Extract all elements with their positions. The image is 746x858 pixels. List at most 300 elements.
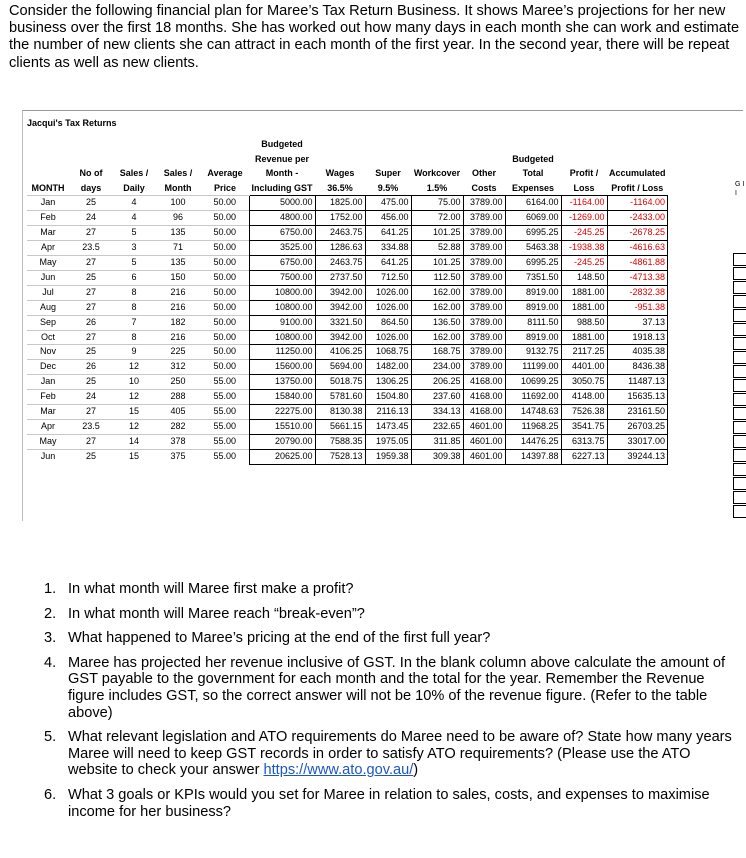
table-cell: 5: [113, 226, 155, 241]
table-cell: 6750.00: [249, 226, 315, 241]
table-cell: 4148.00: [561, 390, 607, 405]
column-header: Accumulated Profit / Loss: [609, 168, 666, 193]
sheet-title: Jacqui's Tax Returns: [27, 118, 117, 128]
table-cell: 162.00: [411, 300, 463, 315]
table-cell: Jun: [27, 270, 69, 285]
table-cell: 712.50: [365, 270, 411, 285]
table-cell: 2116.13: [365, 405, 411, 420]
table-cell: 27: [69, 330, 113, 345]
table-cell: 1286.63: [315, 241, 365, 256]
table-cell: Oct: [27, 330, 69, 345]
table-cell: 1026.00: [365, 300, 411, 315]
edge-glyphs: G I I: [735, 181, 745, 197]
table-cell: 7528.13: [315, 449, 365, 464]
table-cell: 216: [155, 300, 201, 315]
table-cell: 3942.00: [315, 300, 365, 315]
table-cell: -2832.38: [607, 285, 668, 300]
table-row: [27, 226, 668, 241]
table-cell: 6995.25: [505, 226, 561, 241]
table-cell: 311.85: [411, 434, 463, 449]
table-cell: 8: [113, 300, 155, 315]
table-cell: 641.25: [365, 226, 411, 241]
gst-blank-cell: [733, 407, 746, 420]
table-cell: 50.00: [201, 285, 249, 300]
table-cell: 10800.00: [249, 285, 315, 300]
question-item: [44, 630, 734, 647]
table-cell: 7526.38: [561, 405, 607, 420]
table-cell: 100: [155, 196, 201, 211]
column-header: Sales / Month: [163, 168, 193, 193]
table-cell: 234.00: [411, 360, 463, 375]
table-row: [27, 300, 668, 315]
table-cell: 55.00: [201, 419, 249, 434]
table-cell: 4601.00: [463, 434, 505, 449]
table-cell: 23.5: [69, 241, 113, 256]
table-cell: 71: [155, 241, 201, 256]
table-cell: 9: [113, 345, 155, 360]
question-text: In what month will Maree reach “break-even”?: [68, 605, 365, 622]
table-row: [27, 241, 668, 256]
table-cell: Mar: [27, 226, 69, 241]
table-cell: 15840.00: [249, 390, 315, 405]
table-cell: 4106.25: [315, 345, 365, 360]
table-cell: 1068.75: [365, 345, 411, 360]
table-cell: -1164.00: [561, 196, 607, 211]
table-cell: 24: [69, 390, 113, 405]
table-cell: 14397.88: [505, 449, 561, 464]
table-cell: 52.88: [411, 241, 463, 256]
table-cell: 50.00: [201, 360, 249, 375]
question-text-end: ): [413, 762, 419, 779]
table-cell: 216: [155, 330, 201, 345]
gst-blank-cell: [733, 435, 746, 448]
table-cell: 50.00: [201, 196, 249, 211]
table-cell: 14476.25: [505, 434, 561, 449]
financial-table: [27, 137, 668, 465]
table-cell: 112.50: [411, 270, 463, 285]
table-cell: 4168.00: [463, 390, 505, 405]
table-cell: 26: [69, 360, 113, 375]
table-cell: 1482.00: [365, 360, 411, 375]
table-cell: -4616.63: [607, 241, 668, 256]
table-cell: 1975.05: [365, 434, 411, 449]
table-cell: Jul: [27, 285, 69, 300]
table-cell: Sep: [27, 315, 69, 330]
table-cell: 12: [113, 360, 155, 375]
table-cell: 3: [113, 241, 155, 256]
gst-blank-cell: [733, 267, 746, 280]
table-cell: 10: [113, 375, 155, 390]
table-cell: 11199.00: [505, 360, 561, 375]
table-cell: 50.00: [201, 270, 249, 285]
gst-blank-cell: [733, 309, 746, 322]
table-cell: 3942.00: [315, 330, 365, 345]
table-cell: 15: [113, 405, 155, 420]
column-header: Profit / Loss: [569, 168, 599, 193]
table-cell: 8919.00: [505, 330, 561, 345]
table-cell: 1306.25: [365, 375, 411, 390]
table-cell: -245.25: [561, 226, 607, 241]
table-cell: -1938.38: [561, 241, 607, 256]
table-cell: 23161.50: [607, 405, 668, 420]
table-cell: 4168.00: [463, 405, 505, 420]
table-cell: 15600.00: [249, 360, 315, 375]
question-list: [44, 581, 734, 828]
table-cell: 250: [155, 375, 201, 390]
table-cell: 2463.75: [315, 226, 365, 241]
table-row: [27, 434, 668, 449]
table-cell: 50.00: [201, 226, 249, 241]
table-cell: 1752.00: [315, 211, 365, 226]
table-cell: 50.00: [201, 241, 249, 256]
table-cell: 3789.00: [463, 256, 505, 271]
table-cell: 4168.00: [463, 375, 505, 390]
table-cell: 27: [69, 285, 113, 300]
question-number: 1.: [44, 581, 57, 597]
gst-blank-cell: [733, 379, 746, 392]
table-cell: 55.00: [201, 449, 249, 464]
table-cell: 22275.00: [249, 405, 315, 420]
spreadsheet-image: [22, 110, 743, 521]
question-number: 2.: [44, 605, 57, 622]
table-cell: 168.75: [411, 345, 463, 360]
table-cell: 216: [155, 285, 201, 300]
table-cell: 4401.00: [561, 360, 607, 375]
table-cell: Nov: [27, 345, 69, 360]
table-cell: 135: [155, 256, 201, 271]
table-cell: 26703.25: [607, 419, 668, 434]
table-cell: 25: [69, 196, 113, 211]
gst-blank-cell: [733, 295, 746, 308]
table-cell: -951.38: [607, 300, 668, 315]
table-cell: 288: [155, 390, 201, 405]
table-cell: 101.25: [411, 226, 463, 241]
table-cell: 33017.00: [607, 434, 668, 449]
table-cell: Dec: [27, 360, 69, 375]
question-item: [44, 606, 734, 623]
table-cell: 4: [113, 196, 155, 211]
table-cell: 101.25: [411, 256, 463, 271]
gst-blank-cell: [733, 449, 746, 462]
question-number: 4.: [44, 654, 57, 671]
table-cell: 456.00: [365, 211, 411, 226]
column-header: Workcover 1.5%: [413, 168, 461, 193]
table-cell: -4713.38: [607, 270, 668, 285]
table-cell: 162.00: [411, 285, 463, 300]
column-header: Budgeted Total Expenses: [511, 153, 555, 193]
table-cell: May: [27, 256, 69, 271]
table-cell: 1026.00: [365, 330, 411, 345]
question-text: In what month will Maree first make a profit?: [68, 581, 354, 597]
table-cell: -2433.00: [607, 211, 668, 226]
table-cell: 27: [69, 226, 113, 241]
table-cell: 135: [155, 226, 201, 241]
table-cell: 3789.00: [463, 330, 505, 345]
table-cell: 334.88: [365, 241, 411, 256]
table-cell: 12: [113, 419, 155, 434]
table-cell: 2463.75: [315, 256, 365, 271]
question-text: What 3 goals or KPIs would you set for Maree in relation to sales, costs, and expenses to maximise income for her business?: [68, 786, 710, 820]
table-cell: Feb: [27, 390, 69, 405]
table-row: [27, 196, 668, 211]
table-cell: 25: [69, 345, 113, 360]
table-cell: 5018.75: [315, 375, 365, 390]
question-item: [44, 787, 734, 820]
table-cell: 3050.75: [561, 375, 607, 390]
table-row: [27, 315, 668, 330]
table-cell: 11487.13: [607, 375, 668, 390]
financial-table-wrap: [27, 137, 668, 465]
table-cell: 3789.00: [463, 285, 505, 300]
table-cell: 12: [113, 390, 155, 405]
table-cell: 8436.38: [607, 360, 668, 375]
table-cell: 15: [113, 449, 155, 464]
table-cell: 5000.00: [249, 196, 315, 211]
table-cell: 7500.00: [249, 270, 315, 285]
table-cell: 15510.00: [249, 419, 315, 434]
table-cell: 6750.00: [249, 256, 315, 271]
gst-blank-cell: [733, 505, 746, 518]
question-text: What relevant legislation and ATO requirements do Maree need to be aware of? State how many years Maree will need to keep GST records in order to satisfy ATO requirements? (Please use the ATO website to check your answer: [68, 729, 732, 779]
table-cell: 1473.45: [365, 419, 411, 434]
gst-blank-cell: [733, 365, 746, 378]
table-cell: 3789.00: [463, 345, 505, 360]
gst-blank-cell: [733, 421, 746, 434]
table-cell: 8: [113, 330, 155, 345]
table-cell: 136.50: [411, 315, 463, 330]
table-cell: 7: [113, 315, 155, 330]
table-cell: 96: [155, 211, 201, 226]
column-header: Other Costs: [471, 168, 497, 193]
table-cell: 475.00: [365, 196, 411, 211]
table-cell: 2737.50: [315, 270, 365, 285]
table-cell: 988.50: [561, 315, 607, 330]
table-cell: 10800.00: [249, 330, 315, 345]
table-cell: 3541.75: [561, 419, 607, 434]
table-cell: 4: [113, 211, 155, 226]
table-cell: 26: [69, 315, 113, 330]
table-cell: -4861.88: [607, 256, 668, 271]
table-cell: Jan: [27, 375, 69, 390]
table-cell: 10800.00: [249, 300, 315, 315]
table-cell: 8130.38: [315, 405, 365, 420]
table-cell: 50.00: [201, 330, 249, 345]
table-cell: -1269.00: [561, 211, 607, 226]
table-body: [27, 196, 668, 464]
table-row: [27, 345, 668, 360]
table-cell: 641.25: [365, 256, 411, 271]
table-cell: 150: [155, 270, 201, 285]
table-cell: 6227.13: [561, 449, 607, 464]
table-cell: -1164.00: [607, 196, 668, 211]
table-cell: 4035.38: [607, 345, 668, 360]
table-cell: 50.00: [201, 256, 249, 271]
question-item: [44, 581, 734, 598]
table-cell: 55.00: [201, 405, 249, 420]
table-cell: 8919.00: [505, 285, 561, 300]
gst-blank-cell: [733, 351, 746, 364]
table-cell: 3942.00: [315, 285, 365, 300]
table-cell: 864.50: [365, 315, 411, 330]
table-cell: 3789.00: [463, 360, 505, 375]
table-cell: 405: [155, 405, 201, 420]
table-row: [27, 256, 668, 271]
table-cell: 50.00: [201, 315, 249, 330]
table-row: [27, 449, 668, 464]
table-cell: 4601.00: [463, 449, 505, 464]
table-cell: 55.00: [201, 390, 249, 405]
table-cell: 55.00: [201, 375, 249, 390]
column-header: Average Price: [207, 168, 243, 193]
table-cell: 237.60: [411, 390, 463, 405]
table-cell: 15635.13: [607, 390, 668, 405]
column-header: Sales / Daily: [119, 168, 149, 193]
gst-blank-cell: [733, 393, 746, 406]
table-cell: 206.25: [411, 375, 463, 390]
table-cell: Apr: [27, 419, 69, 434]
table-cell: 75.00: [411, 196, 463, 211]
table-cell: -245.25: [561, 256, 607, 271]
table-cell: 11692.00: [505, 390, 561, 405]
table-row: [27, 405, 668, 420]
table-cell: 378: [155, 434, 201, 449]
gst-blank-cell: [733, 477, 746, 490]
table-cell: 23.5: [69, 419, 113, 434]
table-cell: 27: [69, 300, 113, 315]
table-cell: 312: [155, 360, 201, 375]
table-cell: 37.13: [607, 315, 668, 330]
table-cell: 11250.00: [249, 345, 315, 360]
table-row: [27, 360, 668, 375]
table-cell: 3789.00: [463, 315, 505, 330]
gst-blank-cell: [733, 323, 746, 336]
table-cell: 8: [113, 285, 155, 300]
table-cell: 3525.00: [249, 241, 315, 256]
table-row: [27, 211, 668, 226]
gst-blank-cell: [733, 281, 746, 294]
table-cell: Jan: [27, 196, 69, 211]
table-cell: 5781.60: [315, 390, 365, 405]
table-cell: Aug: [27, 300, 69, 315]
column-header: No of days: [79, 168, 103, 193]
table-cell: May: [27, 434, 69, 449]
table-row: [27, 285, 668, 300]
table-header-row: [27, 137, 668, 196]
question-text: Maree has projected her revenue inclusive of GST. In the blank column above calculate the amount of GST payable to the government for each month and the total for the year. Remember the Revenue figure includes GST, so the correct answer will not be 10% of the revenue figure. (Refer to the table above): [68, 654, 726, 721]
table-cell: 3789.00: [463, 196, 505, 211]
table-cell: 6: [113, 270, 155, 285]
table-row: [27, 270, 668, 285]
table-cell: 4800.00: [249, 211, 315, 226]
table-cell: 5: [113, 256, 155, 271]
table-cell: 309.38: [411, 449, 463, 464]
table-cell: 1825.00: [315, 196, 365, 211]
table-cell: -2678.25: [607, 226, 668, 241]
table-cell: 50.00: [201, 300, 249, 315]
question-number: 5.: [44, 729, 57, 746]
table-cell: 225: [155, 345, 201, 360]
table-cell: 25: [69, 449, 113, 464]
table-cell: 375: [155, 449, 201, 464]
column-header: Wages 36.5%: [325, 168, 355, 193]
table-cell: 5661.15: [315, 419, 365, 434]
table-cell: Apr: [27, 241, 69, 256]
table-cell: 8919.00: [505, 300, 561, 315]
table-cell: 14: [113, 434, 155, 449]
table-cell: 3321.50: [315, 315, 365, 330]
table-cell: 25: [69, 270, 113, 285]
table-cell: 11968.25: [505, 419, 561, 434]
table-cell: 27: [69, 434, 113, 449]
table-cell: 7351.50: [505, 270, 561, 285]
table-cell: 282: [155, 419, 201, 434]
table-cell: 55.00: [201, 434, 249, 449]
table-cell: Jun: [27, 449, 69, 464]
table-cell: 1504.80: [365, 390, 411, 405]
table-cell: 6995.25: [505, 256, 561, 271]
table-cell: 72.00: [411, 211, 463, 226]
table-cell: 162.00: [411, 330, 463, 345]
table-cell: 1959.38: [365, 449, 411, 464]
table-row: [27, 419, 668, 434]
intro-paragraph: Consider the following financial plan for Maree’s Tax Return Business. It shows Maree’s projections for her new business over the first 18 months. She has worked out how many days in each month she can work and estimate the number of new clients she can attract in each month of the first year. In the second year, there will be repeat clients as well as new clients.: [9, 3, 740, 71]
gst-blank-cell: [733, 337, 746, 350]
table-cell: 3789.00: [463, 300, 505, 315]
table-cell: 24: [69, 211, 113, 226]
table-cell: 1881.00: [561, 330, 607, 345]
table-cell: 182: [155, 315, 201, 330]
table-cell: 25: [69, 375, 113, 390]
table-cell: 334.13: [411, 405, 463, 420]
table-cell: Feb: [27, 211, 69, 226]
table-cell: 6164.00: [505, 196, 561, 211]
column-header: Budgeted Revenue per Month - Including GST: [251, 139, 313, 193]
table-cell: 6069.00: [505, 211, 561, 226]
table-cell: 5463.38: [505, 241, 561, 256]
table-row: [27, 375, 668, 390]
table-cell: 14748.63: [505, 405, 561, 420]
table-cell: 1881.00: [561, 300, 607, 315]
table-cell: 3789.00: [463, 226, 505, 241]
question-item: [44, 729, 734, 779]
table-cell: 20625.00: [249, 449, 315, 464]
table-cell: 1026.00: [365, 285, 411, 300]
table-cell: Mar: [27, 405, 69, 420]
table-cell: 9100.00: [249, 315, 315, 330]
table-cell: 10699.25: [505, 375, 561, 390]
table-cell: 148.50: [561, 270, 607, 285]
question-number: 3.: [44, 630, 57, 647]
gst-blank-cell: [733, 491, 746, 504]
table-cell: 8111.50: [505, 315, 561, 330]
table-cell: 232.65: [411, 419, 463, 434]
question-text: What happened to Maree’s pricing at the end of the first full year?: [68, 630, 491, 647]
table-cell: 3789.00: [463, 211, 505, 226]
table-cell: 2117.25: [561, 345, 607, 360]
table-cell: 6313.75: [561, 434, 607, 449]
gst-blank-cell: [733, 463, 746, 476]
column-header: Super 9.5%: [375, 168, 401, 193]
table-cell: 1918.13: [607, 330, 668, 345]
table-cell: 20790.00: [249, 434, 315, 449]
question-item: [44, 655, 734, 721]
table-row: [27, 330, 668, 345]
table-cell: 13750.00: [249, 375, 315, 390]
table-cell: 1881.00: [561, 285, 607, 300]
table-row: [27, 390, 668, 405]
ato-website-link[interactable]: https://www.ato.gov.au/: [263, 762, 414, 779]
table-cell: 3789.00: [463, 270, 505, 285]
